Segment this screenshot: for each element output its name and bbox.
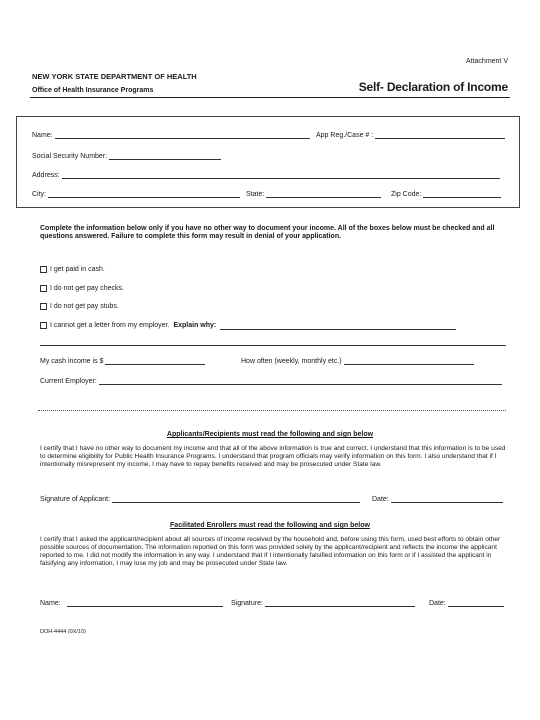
applicant-date-row <box>372 494 503 503</box>
city-field[interactable] <box>48 189 240 198</box>
attachment-label: Attachment V <box>465 58 508 65</box>
checkbox-no-stubs[interactable] <box>40 303 47 310</box>
ssn-label: Social Security Number: <box>32 153 108 160</box>
applicant-date-field[interactable] <box>391 494 503 503</box>
checkbox-no-checks[interactable] <box>40 285 47 292</box>
ssn-field[interactable] <box>109 151 221 160</box>
cash-income-field[interactable] <box>105 356 205 365</box>
how-often-row <box>241 356 474 365</box>
zip-row <box>391 189 501 198</box>
employer-field[interactable] <box>99 376 502 385</box>
explain-why-field-line2[interactable] <box>40 337 506 346</box>
enroller-signature-label: Signature: <box>231 600 263 607</box>
address-field[interactable] <box>62 170 500 179</box>
header-divider <box>30 97 510 98</box>
enroller-signature-field[interactable] <box>265 598 415 607</box>
app-reg-field[interactable] <box>375 130 505 139</box>
name-field[interactable] <box>55 130 310 139</box>
ssn-row <box>32 151 221 160</box>
enroller-section-title: Facilitated Enrollers must read the following and sign below <box>170 522 370 529</box>
applicant-signature-row <box>40 494 360 503</box>
explain-why-field[interactable] <box>220 321 456 330</box>
enroller-certification-text: I certify that I asked the applicant/recipient about all sources of income received by the household and, before using this form, used best efforts to obtain other possible sources of documentation. The information reported on this form was provided solely by the applicant/recipient and reflects the income the applicant reported to me. I did not modify the information in any way. I understand that if I intentionally falsified information on this form or if I assisted the applicant in falsifying any information, I may lose my job and may be prosecuted under State law. <box>40 536 501 567</box>
city-label: City: <box>32 191 46 198</box>
applicant-certification-text: I certify that I have no other way to document my income and that all of the above information is true and correct. I understand that this information is to be used to determine eligibility for Public Health Insurance Programs. I understand that program officials may verify information on this form. I also understand that if I intentionally misrepresent my income, I may have to repay benefits received and may be prosecuted under State law. <box>40 445 506 468</box>
address-label: Address: <box>32 172 60 179</box>
checkbox-no-letter-label: I cannot get a letter from my employer. <box>50 322 170 329</box>
section-divider <box>38 410 506 411</box>
zip-field[interactable] <box>423 189 501 198</box>
applicant-signature-label: Signature of Applicant: <box>40 496 111 503</box>
explain-continuation-row <box>40 337 506 346</box>
enroller-date-label: Date: <box>429 600 446 607</box>
city-row <box>32 189 240 198</box>
employer-row <box>40 376 502 385</box>
employer-label: Current Employer: <box>40 378 97 385</box>
checkbox-row-no-checks[interactable] <box>40 285 124 292</box>
checkbox-no-stubs-label: I do not get pay stubs. <box>50 303 119 310</box>
checkbox-row-no-stubs[interactable] <box>40 303 119 310</box>
enroller-name-field[interactable] <box>67 598 223 607</box>
enroller-date-field[interactable] <box>448 598 504 607</box>
office-name: Office of Health Insurance Programs <box>32 87 154 94</box>
how-often-field[interactable] <box>344 356 474 365</box>
name-label: Name: <box>32 132 53 139</box>
instructions-text: Complete the information below only if you have no other way to document your income. All of the boxes below must be checked and all questions answered. Failure to complete this form may result in denial of your application. <box>40 225 495 240</box>
how-often-label: How often (weekly, monthly etc.) <box>241 358 342 365</box>
app-reg-row <box>316 130 505 139</box>
state-field[interactable] <box>266 189 381 198</box>
applicant-section-title: Applicants/Recipients must read the following and sign below <box>166 431 374 438</box>
name-row <box>32 130 310 139</box>
zip-label: Zip Code: <box>391 191 422 198</box>
state-label: State: <box>246 191 265 198</box>
checkbox-no-letter[interactable] <box>40 322 47 329</box>
explain-why-label: Explain why: <box>173 322 217 329</box>
cash-income-label: My cash income is $ <box>40 358 104 365</box>
enroller-name-label: Name: <box>40 600 61 607</box>
checkbox-no-checks-label: I do not get pay checks. <box>50 285 124 292</box>
applicant-signature-field[interactable] <box>112 494 360 503</box>
checkbox-cash-label: I get paid in cash. <box>50 266 105 273</box>
form-title: Self- Declaration of Income <box>358 80 508 94</box>
enroller-name-row <box>40 598 223 607</box>
checkbox-row-no-letter[interactable] <box>40 321 456 330</box>
address-row <box>32 170 500 179</box>
checkbox-row-cash[interactable] <box>40 266 105 273</box>
form-number: DOH-4444 (0X/10) <box>40 629 86 635</box>
cash-income-row <box>40 356 205 365</box>
state-row <box>246 189 381 198</box>
applicant-date-label: Date: <box>372 496 389 503</box>
enroller-date-row <box>429 598 504 607</box>
department-name: NEW YORK STATE DEPARTMENT OF HEALTH <box>32 72 197 81</box>
enroller-signature-row <box>231 598 415 607</box>
app-reg-label: App Reg./Case # : <box>316 132 374 139</box>
checkbox-cash[interactable] <box>40 266 47 273</box>
